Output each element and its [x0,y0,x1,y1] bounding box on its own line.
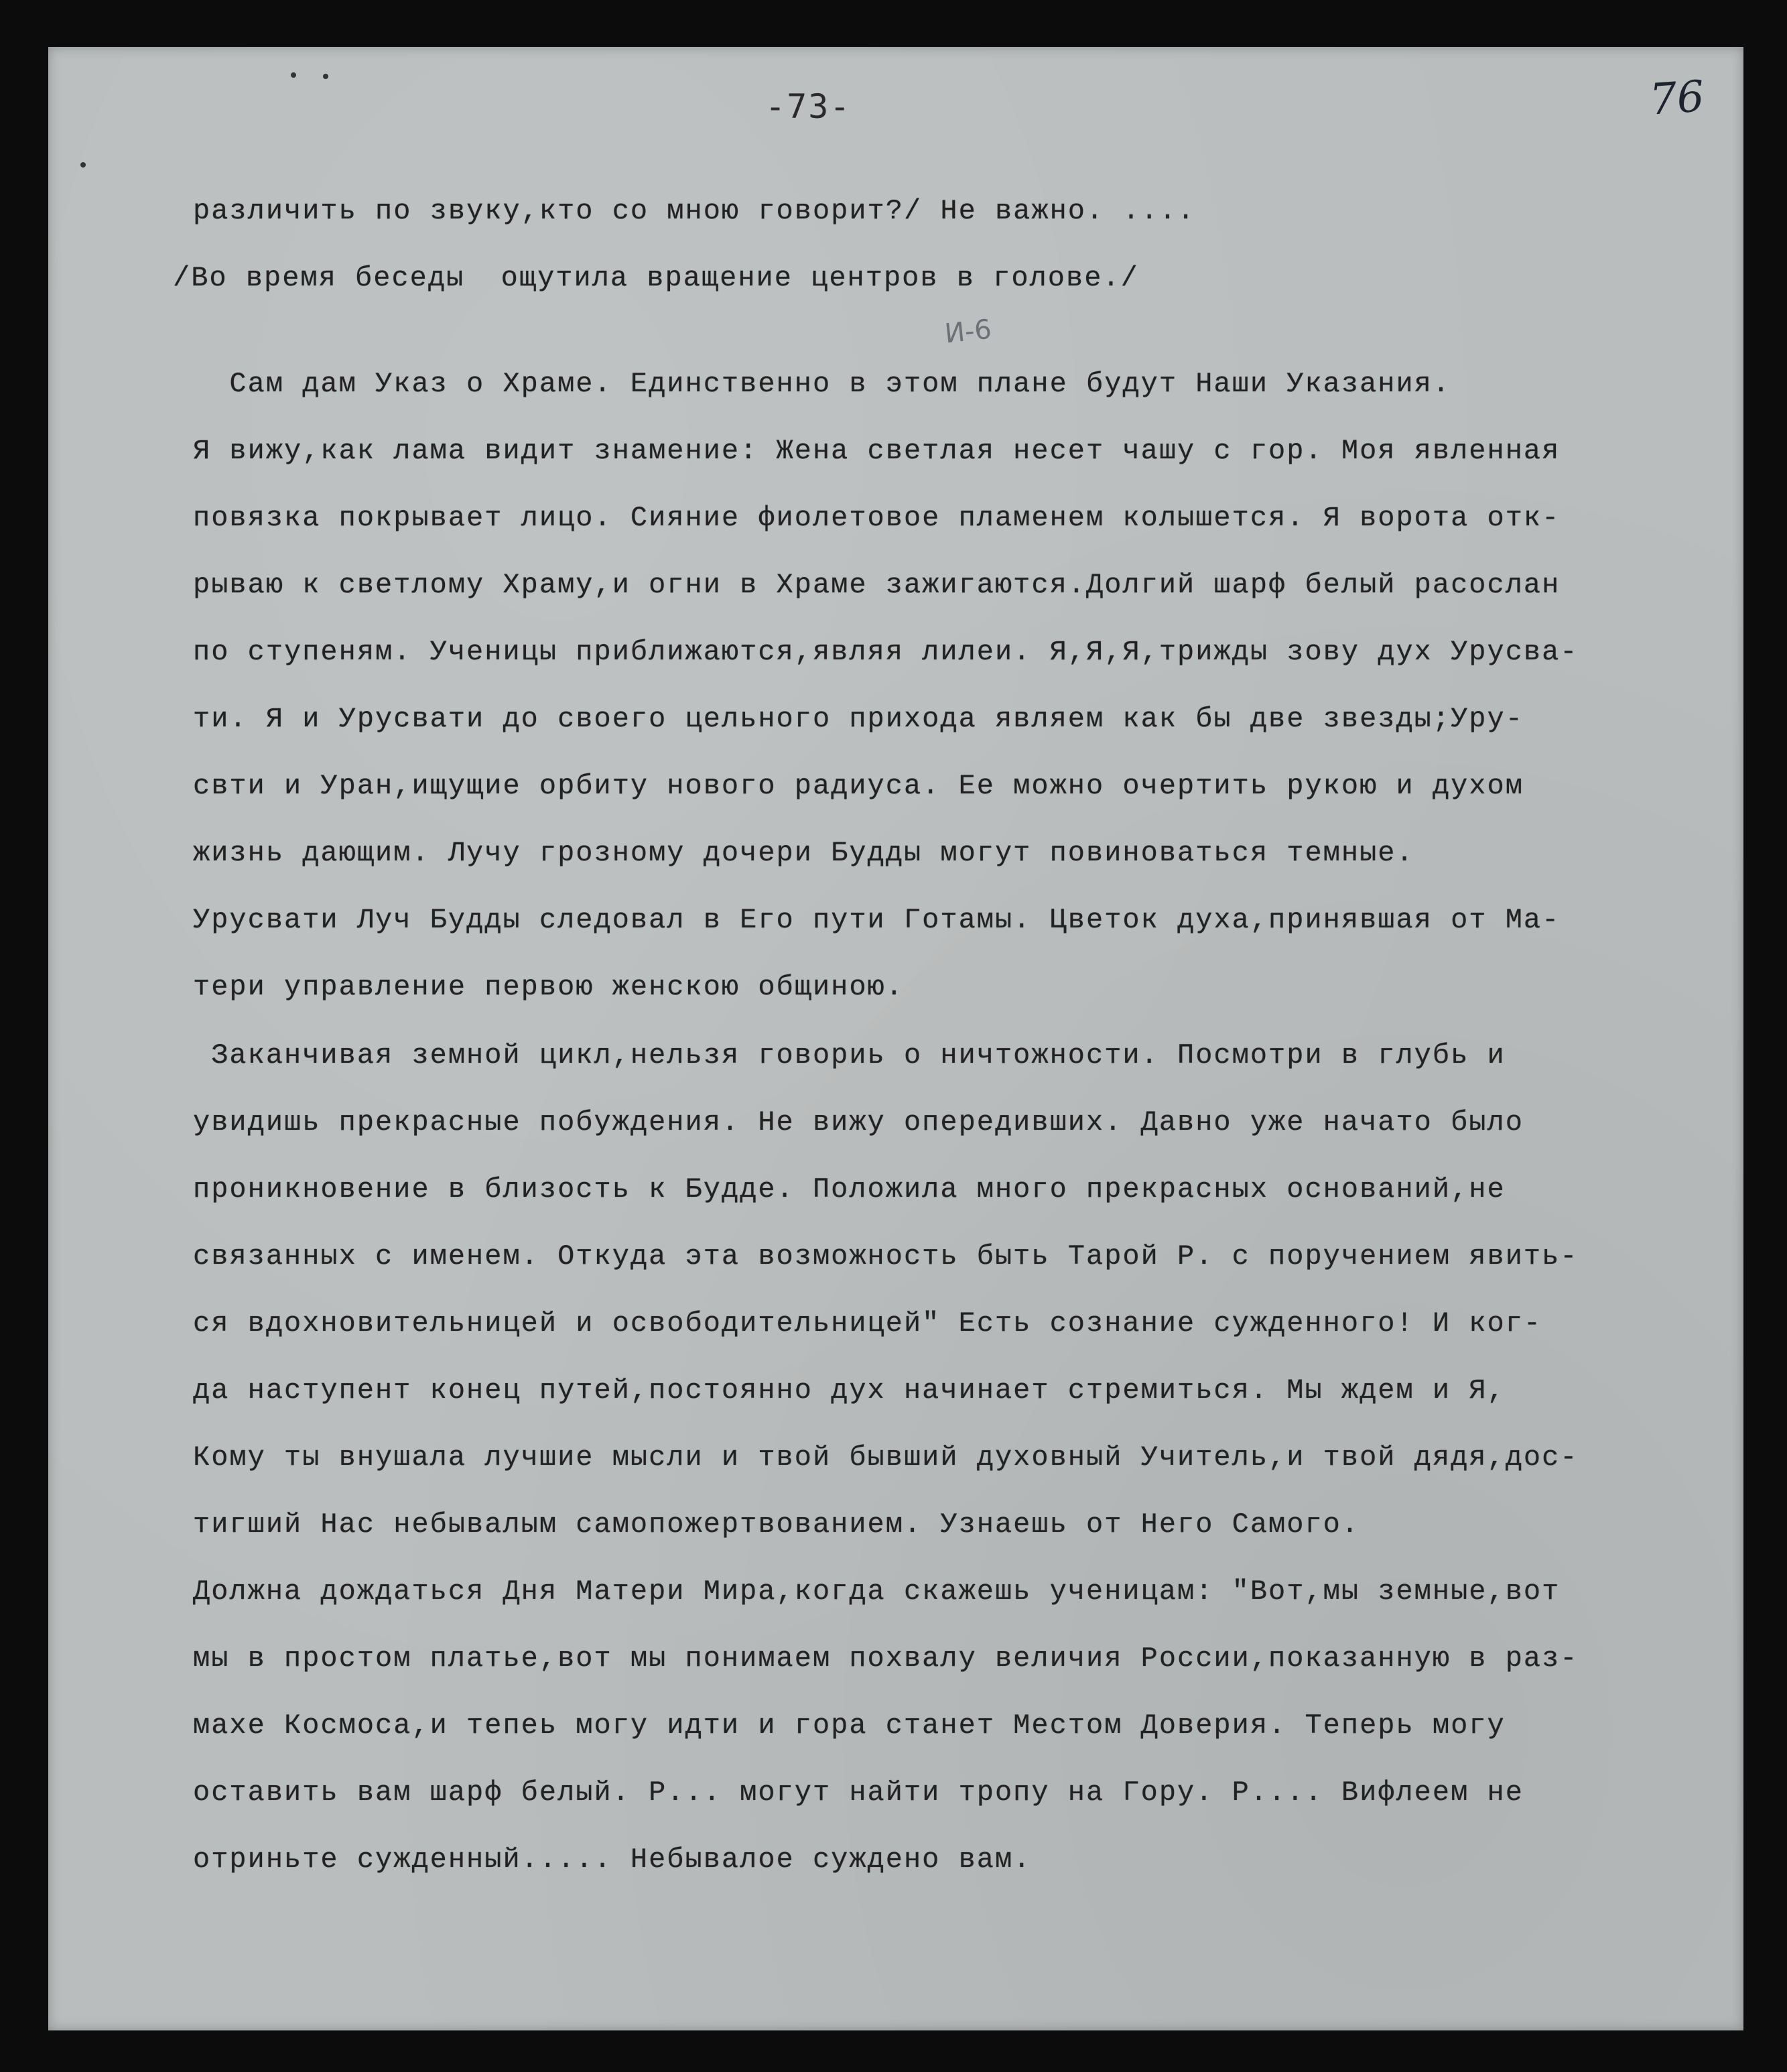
text-line: Урусвати Луч Будды следовал в Его пути Готамы. Цветок духа,принявшая от Ма- [193,904,1561,936]
text-line: ся вдохновительницей и освободительницей" Есть сознание сужденного! И ког- [193,1307,1542,1340]
text-line: тери управление первою женскою общиною. [193,971,904,1003]
text-line: жизнь дающим. Лучу грозному дочери Будды могут повиноваться темные. [193,837,1414,869]
text-line: проникновение в близость к Будде. Положила много прекрасных оснований,не [193,1173,1506,1206]
text-line: ти. Я и Урусвати до своего цельного прихода являем как бы две звезды;Уру- [193,703,1524,735]
text-line: Должна дождаться Дня Матери Мира,когда скажешь ученицам: "Вот,мы земные,вот [193,1575,1561,1608]
text-line: различить по звуку,кто со мною говорит?/ Не важно. .... [193,195,1196,227]
paper-sheet [48,47,1743,2030]
text-line: по ступеням. Ученицы приближаются,являя лилеи. Я,Я,Я,трижды зову дух Урусва- [193,636,1579,668]
text-line: мы в простом платье,вот мы понимаем похвалу величия России,показанную в раз- [193,1642,1579,1675]
ink-speck [80,162,86,168]
text-line: Я вижу,как лама видит знамение: Жена светлая несет чашу с гор. Моя явленная [193,435,1561,467]
text-line: оставить вам шарф белый. Р... могут найти тропу на Гору. Р.... Вифлеем не [193,1776,1524,1809]
text-line: увидишь прекрасные побуждения. Не вижу опередивших. Давно уже начато было [193,1106,1524,1139]
ink-speck [291,72,296,78]
text-line: повязка покрывает лицо. Сияние фиолетовое пламенем колышется. Я ворота отк- [193,502,1561,534]
text-line: /Во время беседы ощутила вращение центров в голове./ [173,262,1139,294]
text-line: да наступент конец путей,постоянно дух начинает стремиться. Мы ждем и Я, [193,1374,1506,1407]
text-line: рываю к светлому Храму,и огни в Храме зажигаются.Долгий шарф белый расослан [193,569,1561,601]
text-line: связанных с именем. Откуда эта возможность быть Тарой Р. с поручением явить- [193,1240,1579,1273]
text-line: махе Космоса,и тепеь могу идти и гора станет Местом Доверия. Теперь могу [193,1709,1506,1742]
text-line: тигший Нас небывалым самопожертвованием. Узнаешь от Него Самого. [193,1508,1360,1541]
ink-speck [323,74,328,79]
archive-page-number: 76 [1648,72,1706,125]
text-line: отриньте сужденный..... Небывалое суждено вам. [193,1843,1032,1876]
pencil-annotation: И-6 [943,314,994,350]
text-line: Сам дам Указ о Храме. Единственно в этом плане будут Наши Указания. [193,368,1451,400]
page-number: -73- [765,87,852,126]
text-line: свти и Уран,ищущие орбиту нового радиуса. Ее можно очертить рукою и духом [193,770,1524,802]
text-line: Кому ты внушала лучшие мысли и твой бывший духовный Учитель,и твой дядя,дос- [193,1441,1579,1474]
text-line: Заканчивая земной цикл,нельзя говориь о ничтожности. Посмотри в глубь и [193,1039,1506,1072]
